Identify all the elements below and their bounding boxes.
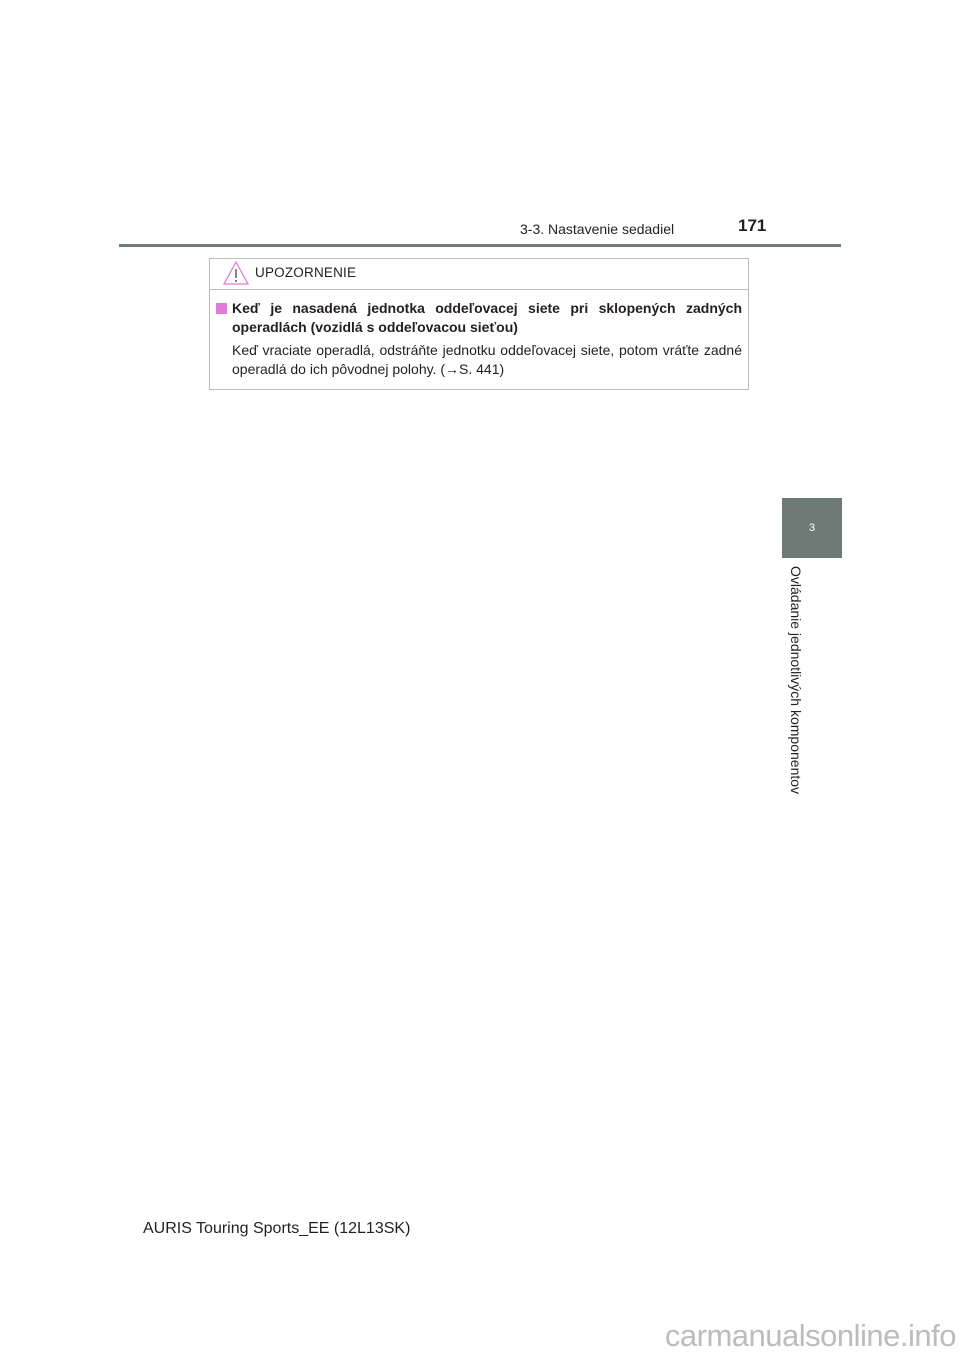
chapter-label: Ovládanie jednotlivých komponentov bbox=[788, 566, 804, 795]
warning-item-title: Keď je nasadená jednotka oddeľovacej siete pri sklopených zadných operadlách (vozidlá s oddeľovacou sieťou) bbox=[232, 300, 742, 335]
footer-model-code: AURIS Touring Sports_EE (12L13SK) bbox=[143, 1220, 411, 1237]
running-header-section: 3-3. Nastavenie sedadiel bbox=[520, 221, 675, 237]
warning-item-text: Keď vraciate operadlá, odstráňte jednotku oddeľovacej siete, potom vráťte zadné operadlá do ich pôvodnej polohy. (→S. 441) bbox=[232, 342, 742, 377]
warning-item bbox=[216, 299, 742, 379]
chapter-number: 3 bbox=[808, 522, 816, 534]
header-divider bbox=[119, 244, 841, 247]
chapter-tab bbox=[782, 498, 842, 558]
warning-triangle-icon bbox=[223, 261, 249, 285]
warning-header bbox=[210, 259, 748, 290]
page-number: 171 bbox=[738, 216, 767, 235]
square-bullet-icon bbox=[216, 303, 227, 314]
watermark[interactable]: carmanualsonline.info bbox=[664, 1318, 956, 1353]
warning-box bbox=[209, 258, 749, 390]
warning-title: UPOZORNENIE bbox=[255, 265, 357, 280]
